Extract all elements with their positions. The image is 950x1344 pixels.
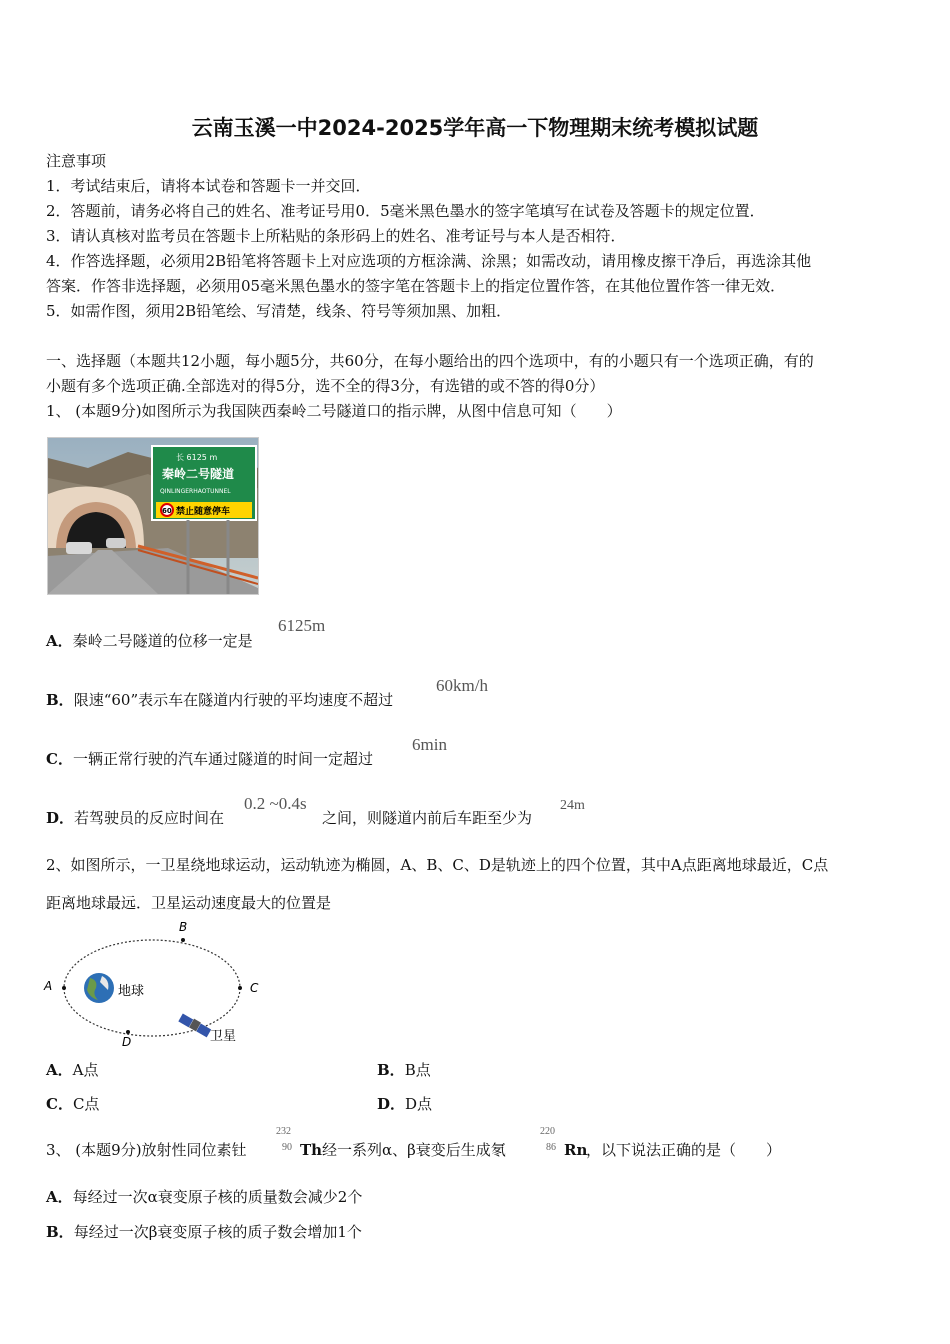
option-text: 每经过一次β衰变原子核的质子数会增加1个	[73, 1223, 362, 1241]
question-3-stem-pre: 3、 (本题9分)放射性同位素钍	[46, 1141, 247, 1159]
option-label: A．	[46, 632, 73, 650]
rn-mass-number: 220	[540, 1126, 555, 1137]
formula: 6125m	[278, 616, 326, 635]
option-text: 之间，则隧道内前后车距至少为	[322, 809, 533, 827]
option-text: 若驾驶员的反应时间在	[74, 809, 225, 827]
notice-item: 5．如需作图，须用2B铅笔绘、写清楚，线条、符号等须加黑、加粗．	[46, 302, 512, 320]
question-3-stem-mid: 经一系列α、β衰变后生成氡	[322, 1141, 506, 1159]
formula: 24m	[560, 798, 585, 813]
sign-length: 长 6125 m	[176, 453, 218, 462]
sign-limit: 60	[162, 507, 172, 515]
sign-pinyin: QINLINGERHAOTUNNEL	[160, 488, 231, 495]
earth-icon	[84, 973, 114, 1003]
notice-item: 4．作答选择题，必须用2B铅笔将答题卡上对应选项的方框涂满、涂黑；如需改动，请用橡皮擦干净后，再选涂其他	[46, 252, 812, 270]
question-1-stem: 1、 (本题9分)如图所示为我国陕西秦岭二号隧道口的指示牌，从图中信息可知（ ）	[46, 402, 622, 420]
option-text: C点	[72, 1095, 100, 1113]
th-symbol: Th	[300, 1141, 323, 1159]
notice-item: 1．考试结束后，请将本试卷和答题卡一并交回．	[46, 177, 371, 195]
notice-item: 答案．作答非选择题，必须用05毫米黑色墨水的签字笔在答题卡上的指定位置作答，在其他位置作答一律无效．	[46, 277, 786, 295]
option-label: D．	[377, 1095, 406, 1113]
q2-option-a[interactable]	[46, 1060, 98, 1080]
option-text: 一辆正常行驶的汽车通过隧道的时间一定超过	[72, 750, 373, 768]
option-text: 限速“60”表示车在隧道内行驶的平均速度不超过	[73, 691, 394, 709]
q2-option-b[interactable]	[377, 1060, 431, 1080]
q3-option-a[interactable]	[46, 1187, 362, 1207]
q1-option-a[interactable]	[46, 631, 253, 651]
point-d-label: D	[122, 1035, 132, 1049]
option-text: A点	[72, 1061, 99, 1079]
notice-item: 3．请认真核对监考员在答题卡上所粘贴的条形码上的姓名、准考证号与本人是否相符．	[46, 227, 626, 245]
option-text: D点	[405, 1095, 433, 1113]
formula: 6min	[412, 735, 447, 754]
q1-option-b[interactable]	[46, 690, 393, 710]
section-heading-cont: 小题有多个选项正确.全部选对的得5分，选不全的得3分，有选错的或不答的得0分）	[46, 377, 605, 395]
notice-heading: 注意事项	[46, 152, 107, 170]
q3-option-b[interactable]	[46, 1222, 362, 1242]
point-b-label: B	[179, 920, 188, 934]
formula: 0.2 ~0.4s	[244, 794, 307, 813]
notice-item: 2．答题前，请务必将自己的姓名、准考证号用0．5毫米黑色墨水的签字笔填写在试卷及答题卡的规定位置．	[46, 202, 765, 220]
question-3-stem-post: ，以下说法正确的是（ ）	[586, 1141, 782, 1159]
option-text: B点	[404, 1061, 431, 1079]
earth-label: 地球	[118, 984, 145, 999]
th-atomic-number: 90	[282, 1142, 292, 1153]
tunnel-photo	[47, 437, 259, 595]
option-label: B．	[46, 691, 74, 709]
option-label: B．	[377, 1061, 405, 1079]
option-label: C．	[46, 1095, 73, 1113]
section-heading: 一、选择题（本题共12小题，每小题5分，共60分，在每小题给出的四个选项中，有的小题只有一个选项正确，有的	[46, 352, 814, 370]
th-mass-number: 232	[276, 1126, 291, 1137]
q2-option-c[interactable]	[46, 1094, 99, 1114]
formula: 60km/h	[436, 676, 488, 695]
q2-option-d[interactable]	[377, 1094, 432, 1114]
point-c-label: C	[250, 981, 259, 995]
option-label: B．	[46, 1223, 74, 1241]
q1-option-d[interactable]	[46, 808, 224, 828]
orbit-diagram	[40, 918, 280, 1050]
option-label: A．	[46, 1188, 73, 1206]
rn-symbol: Rn	[564, 1141, 588, 1159]
option-text: 秦岭二号隧道的位移一定是	[72, 632, 253, 650]
question-2-stem-cont: 距离地球最远．卫星运动速度最大的位置是	[46, 894, 332, 912]
point-a-label: A	[44, 979, 53, 993]
sign-warning: 禁止随意停车	[176, 507, 231, 517]
question-2-stem: 2、如图所示，一卫星绕地球运动，运动轨迹为椭圆，A、B、C、D是轨迹上的四个位置，其中A点距离地球最近，C点	[46, 856, 829, 874]
satellite-label: 卫星	[210, 1029, 237, 1044]
option-text: 每经过一次α衰变原子核的质量数会减少2个	[72, 1188, 363, 1206]
option-label: A．	[46, 1061, 73, 1079]
tunnel-illustration	[48, 438, 258, 594]
option-label: C．	[46, 750, 73, 768]
q1-option-c[interactable]	[46, 749, 373, 769]
rn-atomic-number: 86	[546, 1142, 556, 1153]
sign-name: 秦岭二号隧道	[162, 467, 235, 481]
option-label: D．	[46, 809, 75, 827]
page-title: 云南玉溪一中2024-2025学年高一下物理期末统考模拟试题	[191, 116, 759, 140]
